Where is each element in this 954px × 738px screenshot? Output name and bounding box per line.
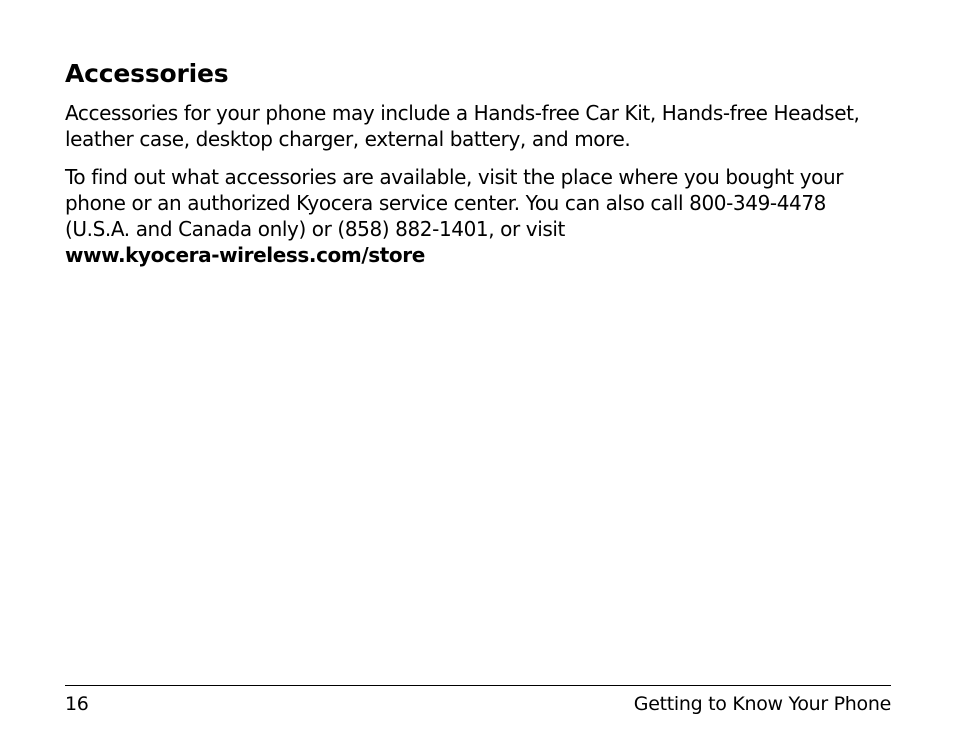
page-content [65,58,895,280]
page-footer [65,685,891,716]
page-number: 16 [65,693,89,715]
availability-paragraph [65,164,895,268]
store-url: www.kyocera-wireless.com/store [65,243,425,267]
section-heading: Accessories [65,59,229,88]
intro-paragraph: Accessories for your phone may include a Hands-free Car Kit, Hands-free Headset, leather case, desktop charger, external battery, and more. [65,101,860,151]
chapter-title: Getting to Know Your Phone [633,693,891,715]
availability-text: To find out what accessories are available, visit the place where you bought your phone or an authorized Kyocera service center. You can also call 800-349-4478 (U.S.A. and Canada only) or (858) 882-1401, or visit [65,165,844,241]
